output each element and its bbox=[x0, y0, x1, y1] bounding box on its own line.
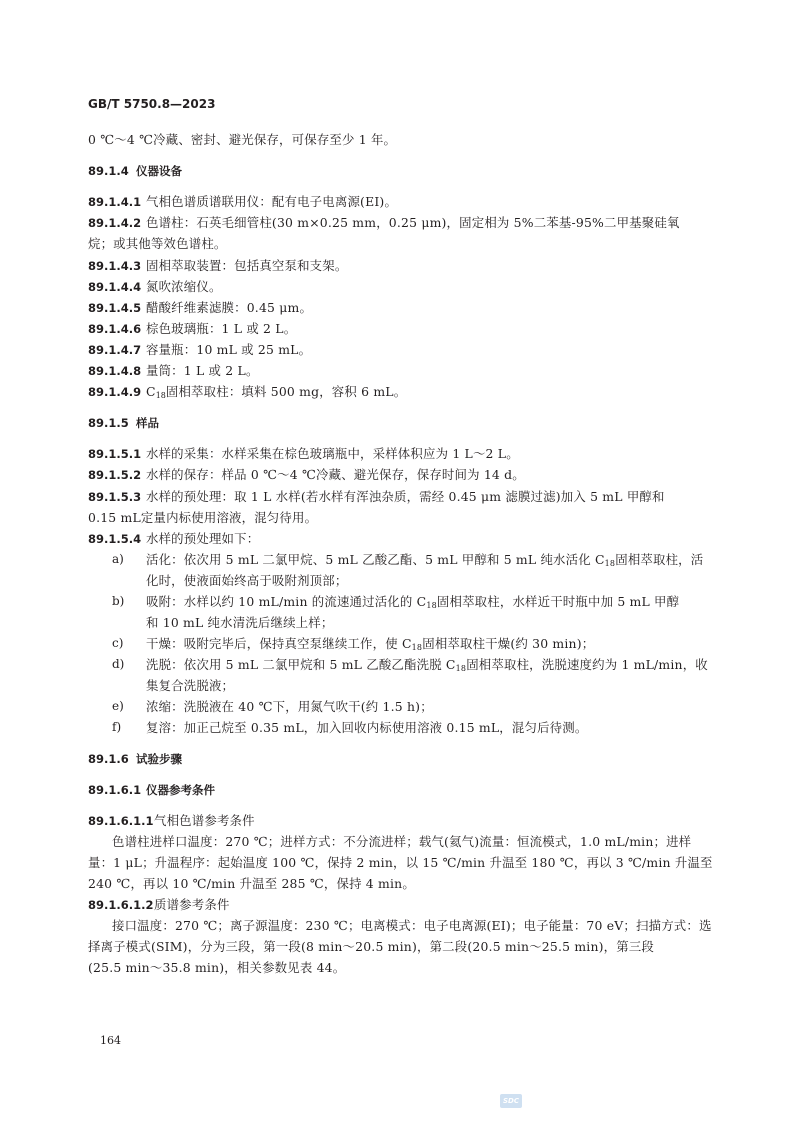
ms-conditions-line1: 接口温度：270 ℃；离子源温度：230 ℃；电离模式：电子电离源(EI)；电子能量：70 eV；扫描方式：选 bbox=[112, 918, 712, 933]
item-number: 89.1.4.3 bbox=[88, 259, 142, 273]
item-number: 89.1.4.7 bbox=[88, 343, 142, 357]
page-number: 164 bbox=[100, 1034, 121, 1047]
c18-subscript: 18 bbox=[604, 559, 616, 568]
item-title: 质谱参考条件 bbox=[154, 897, 230, 912]
step-a-marker: a) bbox=[112, 552, 124, 566]
section-heading-89-1-5 bbox=[88, 415, 159, 431]
item-89-1-4-7 bbox=[88, 342, 311, 358]
item-text: 氮吹浓缩仪。 bbox=[146, 279, 222, 294]
item-number: 89.1.4.4 bbox=[88, 280, 142, 294]
section-heading-89-1-4 bbox=[88, 163, 182, 179]
c18-subscript: 18 bbox=[155, 391, 166, 400]
item-89-1-4-2 bbox=[88, 215, 680, 231]
step-text: 吸附：水样以约 10 mL/min 的流速通过活化的 C bbox=[146, 594, 427, 609]
item-number: 89.1.5.4 bbox=[88, 532, 142, 546]
step-a-line1 bbox=[146, 552, 703, 572]
section-heading-89-1-6-1 bbox=[88, 782, 215, 798]
step-d-line1 bbox=[146, 657, 708, 677]
item-number: 89.1.6.1.1 bbox=[88, 814, 154, 828]
step-text: 固相萃取柱，水样近干时瓶中加 5 mL 甲醇 bbox=[436, 594, 680, 609]
step-c-line1 bbox=[146, 636, 594, 656]
item-text: 水样的保存：样品 0 ℃～4 ℃冷藏、避光保存，保存时间为 14 d。 bbox=[146, 467, 525, 482]
section-number: 89.1.5 bbox=[88, 416, 129, 430]
step-a-line2: 化时，使液面始终高于吸附剂顶部； bbox=[146, 573, 348, 588]
ms-conditions-line2: 择离子模式(SIM)，分为三段，第一段(8 min～20.5 min)，第二段(20.5 min～25.5 min)，第三段 bbox=[88, 939, 655, 954]
item-text: 水样的预处理：取 1 L 水样(若水样有浑浊杂质，需经 0.45 μm 滤膜过滤)加入 5 mL 甲醇和 bbox=[146, 489, 665, 504]
ms-conditions-line3: (25.5 min～35.8 min)，相关参数见表 44。 bbox=[88, 960, 346, 975]
section-heading-89-1-6 bbox=[88, 751, 182, 767]
section-title: 仪器参考条件 bbox=[146, 783, 215, 797]
sdc-logo: SDC bbox=[500, 1094, 522, 1108]
item-text: 固相萃取柱：填料 500 mg，容积 6 mL。 bbox=[165, 384, 407, 399]
step-d-line2: 集复合洗脱液； bbox=[146, 678, 235, 693]
item-text: 量筒：1 L 或 2 L。 bbox=[146, 363, 259, 378]
step-c-marker: c) bbox=[112, 636, 124, 650]
intro-text: 0 ℃～4 ℃冷藏、密封、避光保存，可保存至少 1 年。 bbox=[88, 132, 397, 147]
item-89-1-4-9 bbox=[88, 384, 406, 404]
step-text: 活化：依次用 5 mL 二氯甲烷、5 mL 乙酸乙酯、5 mL 甲醇和 5 mL 纯水活化 C bbox=[146, 552, 605, 567]
c18-subscript: 18 bbox=[411, 643, 423, 652]
c18-subscript: 18 bbox=[426, 601, 437, 610]
item-89-1-5-3 bbox=[88, 489, 665, 505]
document-header: GB/T 5750.8—2023 bbox=[88, 97, 216, 111]
item-number: 89.1.6.1.2 bbox=[88, 898, 154, 912]
item-89-1-5-4 bbox=[88, 531, 259, 547]
item-89-1-5-1 bbox=[88, 446, 519, 462]
item-89-1-4-3 bbox=[88, 258, 347, 274]
item-text: 醋酸纤维素滤膜：0.45 μm。 bbox=[146, 300, 313, 315]
step-text: 固相萃取柱干燥(约 30 min)； bbox=[422, 636, 595, 651]
item-89-1-5-3-continuation: 0.15 mL定量内标使用溶液，混匀待用。 bbox=[88, 510, 318, 525]
item-number: 89.1.5.3 bbox=[88, 490, 142, 504]
item-89-1-4-5 bbox=[88, 300, 312, 316]
item-number: 89.1.4.5 bbox=[88, 301, 142, 315]
step-b-marker: b) bbox=[112, 594, 125, 608]
step-e-marker: e) bbox=[112, 699, 124, 713]
section-number: 89.1.6 bbox=[88, 752, 129, 766]
item-number: 89.1.4.6 bbox=[88, 322, 142, 336]
gc-conditions-line1: 色谱柱进样口温度：270 ℃；进样方式：不分流进样；载气(氦气)流量：恒流模式，1.0 mL/min；进样 bbox=[112, 834, 692, 849]
gc-conditions-line3: 240 ℃，再以 10 ℃/min 升温至 285 ℃，保持 4 min。 bbox=[88, 876, 415, 891]
section-title: 试验步骤 bbox=[136, 752, 182, 766]
ms-conditions-heading bbox=[88, 897, 230, 913]
item-89-1-5-2 bbox=[88, 467, 525, 483]
item-text: 水样的采集：水样采集在棕色玻璃瓶中，采样体积应为 1 L～2 L。 bbox=[146, 446, 519, 461]
gc-conditions-heading bbox=[88, 813, 255, 829]
item-text: 固相萃取装置：包括真空泵和支架。 bbox=[146, 258, 348, 273]
step-text: 固相萃取柱，活 bbox=[615, 552, 704, 567]
item-number: 89.1.4.8 bbox=[88, 364, 142, 378]
section-number: 89.1.4 bbox=[88, 164, 129, 178]
section-number: 89.1.6.1 bbox=[88, 783, 142, 797]
step-f-line1: 复溶：加正己烷至 0.35 mL，加入回收内标使用溶液 0.15 mL，混匀后待测。 bbox=[146, 720, 588, 735]
item-title: 气相色谱参考条件 bbox=[154, 813, 255, 828]
item-number: 89.1.4.9 bbox=[88, 385, 142, 399]
item-text: 容量瓶：10 mL 或 25 mL。 bbox=[146, 342, 312, 357]
section-title: 样品 bbox=[136, 416, 159, 430]
item-number: 89.1.5.2 bbox=[88, 468, 142, 482]
item-number: 89.1.4.2 bbox=[88, 216, 142, 230]
item-text: 水样的预处理如下： bbox=[146, 531, 260, 546]
step-b-line2: 和 10 mL 纯水清洗后继续上样； bbox=[146, 615, 334, 630]
item-number: 89.1.4.1 bbox=[88, 195, 142, 209]
item-text: 色谱柱：石英毛细管柱(30 m×0.25 mm，0.25 μm)，固定相为 5%二苯基-95%二甲基聚硅氧 bbox=[146, 215, 680, 230]
step-d-marker: d) bbox=[112, 657, 125, 671]
item-number: 89.1.5.1 bbox=[88, 447, 142, 461]
step-text: 干燥：吸附完毕后，保持真空泵继续工作，使 C bbox=[146, 636, 412, 651]
item-89-1-4-6 bbox=[88, 321, 296, 337]
step-text: 固相萃取柱，洗脱速度约为 1 mL/min，收 bbox=[466, 657, 708, 672]
step-b-line1 bbox=[146, 594, 679, 614]
item-text: 气相色谱质谱联用仪：配有电子电离源(EI)。 bbox=[146, 194, 398, 209]
item-89-1-4-8 bbox=[88, 363, 259, 379]
step-text: 洗脱：依次用 5 mL 二氯甲烷和 5 mL 乙酸乙酯洗脱 C bbox=[146, 657, 456, 672]
item-89-1-4-1 bbox=[88, 194, 397, 210]
gc-conditions-line2: 量：1 μL；升温程序：起始温度 100 ℃，保持 2 min，以 15 ℃/min 升温至 180 ℃，再以 3 ℃/min 升温至 bbox=[88, 855, 713, 870]
step-f-marker: f) bbox=[112, 720, 122, 734]
item-89-1-4-4 bbox=[88, 279, 222, 295]
item-text: 棕色玻璃瓶：1 L 或 2 L。 bbox=[146, 321, 297, 336]
item-89-1-4-2-continuation: 烷；或其他等效色谱柱。 bbox=[88, 236, 227, 251]
section-title: 仪器设备 bbox=[136, 164, 182, 178]
c18-subscript: 18 bbox=[455, 664, 467, 673]
step-e-line1: 浓缩：洗脱液在 40 ℃下，用氮气吹干(约 1.5 h)； bbox=[146, 699, 433, 714]
c18-prefix: C bbox=[146, 384, 156, 399]
